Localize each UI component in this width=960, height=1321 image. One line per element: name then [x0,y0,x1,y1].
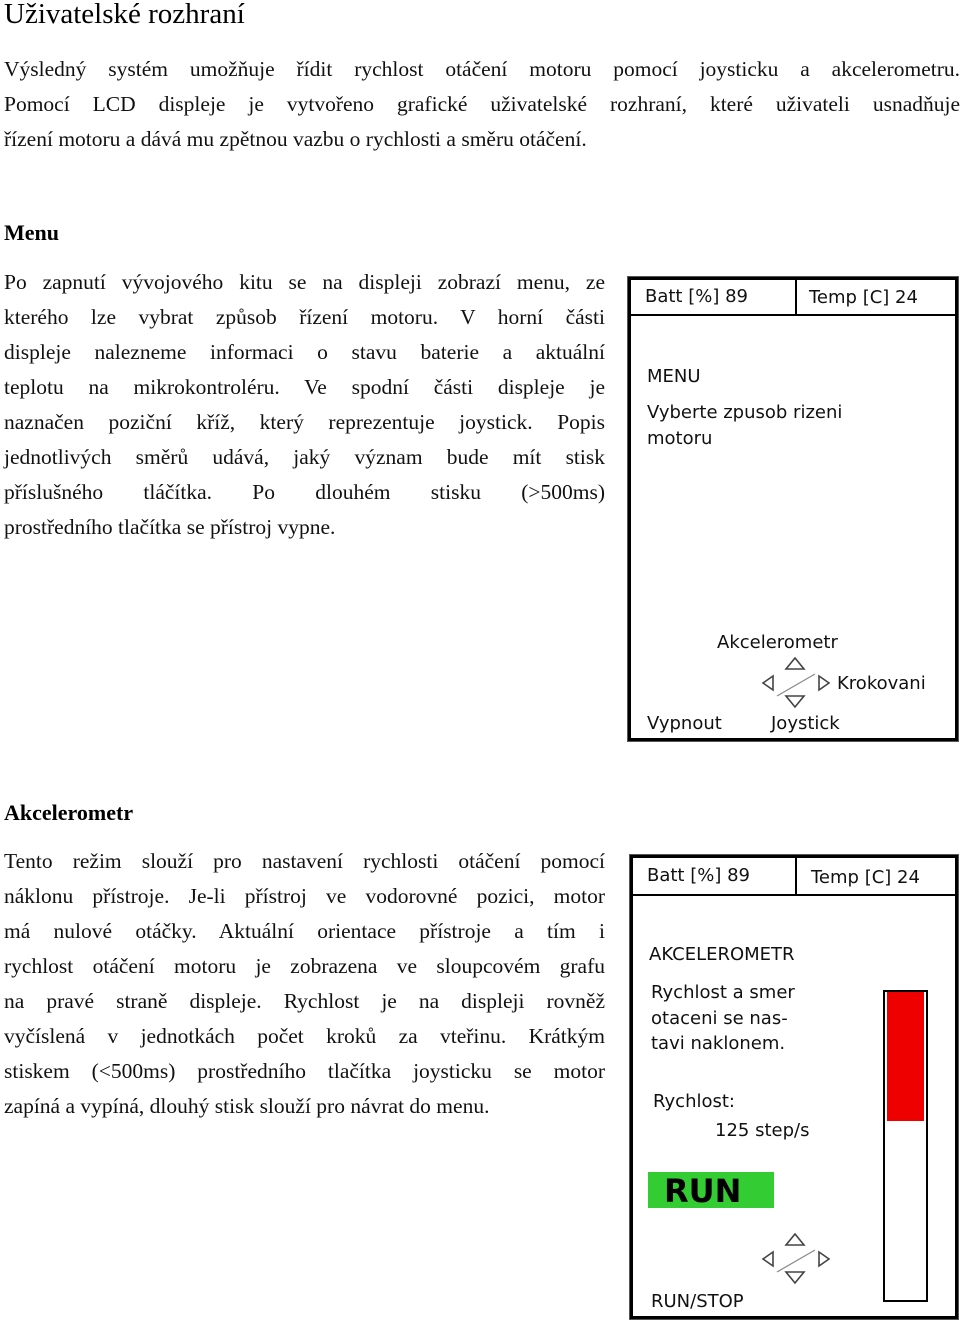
menu-line: Po zapnutí vývojového kitu se na displeji zobrazí menu, ze [4,270,605,294]
speed-bar-track [883,990,928,1302]
display-description: tavi naklonem. [651,1033,786,1054]
display-description: Rychlost a smer [651,982,795,1003]
accel-line: Tento režim slouží pro nastavení rychlosti otáčení pomocí [4,849,605,873]
menu-line: jednotlivých směrů udává, jaký význam bude mít stisk [4,445,605,469]
display-prompt: Vyberte zpusob rizeni [647,402,843,423]
menu-heading: Menu [4,220,59,245]
temperature-readout: Temp [C] 24 [809,287,918,308]
run-stop-label: RUN/STOP [651,1291,744,1312]
speed-label: Rychlost: [653,1091,735,1112]
header-separator [633,894,955,896]
accel-line: stiskem (<500ms) prostředního tlačítka joysticku se motor [4,1059,605,1083]
page-title: Uživatelské rozhraní [4,0,245,30]
joystick-down-label: Joystick [771,713,840,734]
accelerometer-heading: Akcelerometr [4,800,134,825]
accelerometer-display [630,855,958,1319]
joystick-right-label: Krokovani [837,673,926,694]
battery-readout: Batt [%] 89 [647,865,750,886]
accel-line: rychlost otáčení motoru je zobrazena ve sloupcovém grafu [4,954,605,978]
joystick-cross-icon [757,656,837,716]
menu-line: teplotu na mikrokontroléru. Ve spodní části displeje je [4,375,605,399]
header-divider [795,280,797,314]
display-title: AKCELEROMETR [649,944,795,965]
menu-line: kterého lze vybrat způsob řízení motoru. V horní části [4,305,605,329]
accelerometer-paragraph [4,844,605,1124]
joystick-up-label: Akcelerometr [717,632,838,653]
intro-line: Výsledný systém umožňuje řídit rychlost otáčení motoru pomocí joysticku a akcelerometru. [4,57,960,81]
menu-paragraph [4,265,605,545]
battery-readout: Batt [%] 89 [645,286,748,307]
temperature-readout: Temp [C] 24 [811,867,920,888]
accel-line: vyčíslená v jednotkách počet kroků za vteřinu. Krátkým [4,1024,605,1048]
intro-paragraph [4,52,960,157]
run-status-badge [648,1172,774,1208]
display-description: otaceni se nas- [651,1008,788,1029]
header-divider [795,858,797,894]
menu-line: naznačen poziční kříž, který reprezentuje joystick. Popis [4,410,605,434]
run-status-text: RUN [664,1172,742,1210]
menu-display [628,277,958,741]
joystick-cross-icon [757,1232,837,1292]
menu-line: příslušného tláčítka. Po dlouhém stisku (>500ms) [4,480,605,504]
display-title: MENU [647,366,701,387]
accel-line: má nulové otáčky. Aktuální orientace přístroje a tím i [4,919,605,943]
speed-bar-fill [887,992,924,1121]
menu-line: prostředního tlačítka se přístroj vypne. [4,515,336,539]
menu-line: displeje nalezneme informaci o stavu baterie a aktuální [4,340,605,364]
accel-line: na pravé straně displeje. Rychlost je na displeji rovněž [4,989,605,1013]
accel-line: zapíná a vypíná, dlouhý stisk slouží pro návrat do menu. [4,1094,490,1118]
header-separator [631,314,955,316]
accel-line: náklonu přístroje. Je-li přístroj ve vodorovné pozici, motor [4,884,605,908]
speed-value: 125 step/s [715,1120,810,1141]
joystick-left-label: Vypnout [647,713,722,734]
intro-line: řízení motoru a dává mu zpětnou vazbu o rychlosti a směru otáčení. [4,127,587,151]
display-prompt: motoru [647,428,713,449]
intro-line: Pomocí LCD displeje je vytvořeno grafické uživatelské rozhraní, které uživateli usnadňuje [4,92,960,116]
